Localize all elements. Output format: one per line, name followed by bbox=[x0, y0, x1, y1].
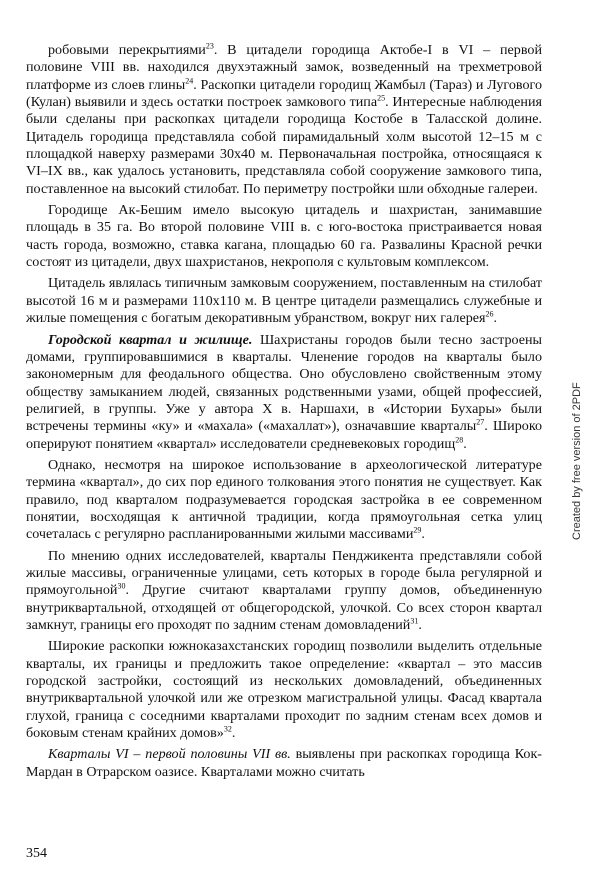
paragraph bbox=[26, 202, 542, 271]
footnote-ref: 27 bbox=[476, 417, 485, 427]
paragraph-text: Городище Ак-Бешим имело высокую цитадель и шахристан, занимавшие площадь в 35 га. Во второй половине VIII в. с юго-востока пристраивается новая часть города, возможно, ставка кагана, площадью 60 га. Развалины Красной речки состоят из цитадели, двух шахристанов, некрополя с культовым комплексом. bbox=[26, 202, 542, 271]
footnote-ref: 31 bbox=[410, 616, 419, 626]
paragraph-text: . Раскопки цитадели городищ Жамбыл (Тараз) и Лугового (Кулан) выявили и здесь остатки построек замкового типа bbox=[26, 76, 542, 111]
paragraph-text: Цитадель являлась типичным замковым сооружением, поставленным на стилобат высотой 16 м и размерами 110х110 м. В центре цитадели размещались служебные и жилые помещения с богатым декоративным убранством, вокруг них галерея bbox=[26, 275, 542, 327]
paragraph bbox=[26, 42, 542, 198]
footnote-ref: 24 bbox=[185, 76, 194, 85]
page-body bbox=[26, 42, 542, 785]
paragraph-text: . bbox=[463, 435, 467, 452]
paragraph-text: По мнению одних исследователей, кварталы Пенджикента представляли собой жилые массивы, ограниченные улицами, сеть которых в городе была регулярной и прямоугольной bbox=[26, 547, 542, 599]
paragraph bbox=[26, 457, 542, 544]
paragraph-text: . bbox=[418, 617, 422, 633]
footnote-ref: 29 bbox=[413, 525, 422, 535]
footnote-ref: 23 bbox=[205, 41, 214, 51]
footnote-ref: 30 bbox=[117, 581, 126, 591]
paragraph bbox=[26, 746, 542, 781]
paragraph-text: Шахристаны городов были тесно застроены домами, группировавшимися в кварталы. Членение городов на кварталы было закономерным для феодального общества. Оно обусловлено свойственным этому обществу замыканием людей, связанных родственными узами, общей профессией, религией, в группы. Уже у автора Х в. Наршахи, в «Истории Бухары» были встречены термины «ку» и «махала» («махаллат»), означавшие кварталы bbox=[26, 331, 542, 435]
page-number: 354 bbox=[26, 846, 47, 861]
footnote-ref: 25 bbox=[377, 93, 386, 103]
paragraph bbox=[26, 548, 542, 635]
paragraph-text: . Другие считают кварталами группу домов, объединенную внутриквартальной, отходящей от общегородской, улочкой. Со всех сторон квартал замкнут, границы его проходят по задним стенам домовладений bbox=[26, 582, 542, 633]
paragraph-text: . Интересные наблюдения были сделаны при раскопках цитадели городища Костобе в Таласской долине. Цитадель городища представляла собой пирамидальный холм высотой 12–15 м с площадкой наверху размерами 30х40 м. Первоначальная постройка, относящаяся к VI–IX вв., как удалось установить, представляла собой сооружение замкового типа, поставленное на высокий стилобат. По периметру постройки шли обходные галереи. bbox=[26, 94, 542, 197]
footnote-ref: 32 bbox=[223, 724, 232, 734]
footnote-ref: 26 bbox=[485, 309, 494, 319]
section-lead: Кварталы VI – первой половины VII вв. bbox=[48, 746, 291, 763]
watermark: Created by free version of 2PDF bbox=[571, 382, 583, 540]
footnote-ref: 28 bbox=[455, 434, 464, 444]
paragraph-text: Однако, несмотря на широкое использование в археологической литературе термина «квартал», до сих пор единого толкования этого понятия не существует. Как правило, под кварталом подразумевается городская застройка в ее современном понятии, восходящая к античной традиции, когда прямоугольная сетка улиц сочеталась с регулярно распланированными жилыми массивами bbox=[26, 456, 542, 543]
paragraph-text: . bbox=[231, 725, 236, 742]
paragraph-text: Широкие раскопки южноказахстанских городищ позволили выделить отдельные кварталы, их границы и предложить такое определение: «квартал – это массив городской застройки, состоящий из нескольких домовладений, объединенных внутриквартальной улочкой или же отрезком магистральной улицы. Фасад квартала глухой, граница с соседними кварталами проходит по задним стенам всех домов и боковым стенам крайних домов» bbox=[26, 638, 542, 742]
paragraph bbox=[26, 275, 542, 327]
paragraph-text: . В цитадели городища Актобе-I в VI – первой половине VIII вв. находился двухэтажный замок, возведенный на трехметровой платформе из слоев глины bbox=[26, 42, 542, 93]
paragraph-text: . bbox=[421, 526, 425, 543]
paragraph-text: выявлены при раскопках городища Кок-Мардан в Отрарском оазисе. Кварталами можно считать bbox=[26, 746, 542, 780]
paragraph-text: . Широко оперируют понятием «квартал» исследователи средневековых городищ bbox=[26, 418, 542, 452]
section-lead: Городской квартал и жилище. bbox=[48, 331, 253, 348]
paragraph-text: робовыми перекрытиями bbox=[48, 42, 206, 58]
paragraph-text: . bbox=[493, 310, 498, 327]
paragraph bbox=[26, 638, 542, 742]
paragraph bbox=[26, 332, 542, 453]
